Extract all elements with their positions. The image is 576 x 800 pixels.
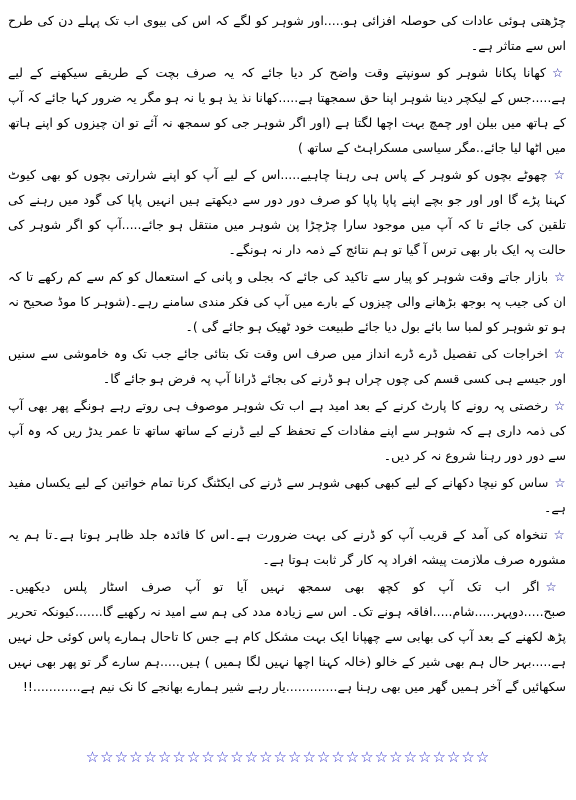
paragraph (8, 264, 566, 339)
paragraph (8, 162, 566, 262)
paragraph (8, 60, 566, 160)
star-bullet-icon: ☆ (554, 269, 567, 284)
paragraph-text: بازار جاتے وقت شوہر کو پیار سے تاکید کی جائے کہ بجلی و پانی کے استعمال کو کم سے کم رکھے تا کہ ان کی جیب پہ بوجھ بڑھانے والی چیزوں کے بارے میں آپ کی فکر مندی سامنے رہے۔(شوہر کا موڈ صحیح نہ ہو تو شوہر کو لمبا سا بائے بول دیا جائے طبیعت خود ٹھیک ہو جائے گی )۔ (8, 269, 566, 334)
paragraph-text: ساس کو نیچا دکھانے کے لیے کبھی کبھی شوہر سے ڈرنے کی ایکٹنگ کرنا تمام خواتین کے لیے یکساں مفید ہے۔ (8, 475, 566, 515)
article-body (8, 8, 566, 699)
paragraph-text: رخصتی پہ رونے کا پارٹ کرنے کے بعد امید ہے اب تک شوہر موصوف ہی روتے رہے ہونگے پھر بھی آپ کی ذمہ داری ہے کہ شوہر سے اپنے مفادات کے تحفظ کے لیے ڈرنے کے ساتھ ساتھ تا عمر یدڑ ریں کہ وہ آپ سے دور دور رہنا شروع نہ کر دیں۔ (8, 398, 566, 463)
paragraph-text: چڑھتی ہوئی عادات کی حوصلہ افزائی ہو.....اور شوہر کو لگے کہ اس کی بیوی اب تک پہلے دن کی طرح اس سے متاثر ہے۔ (8, 13, 566, 53)
paragraph-text: اگر اب تک آپ کو کچھ بھی سمجھ نہیں آیا تو آپ صرف اسٹار پلس دیکھیں۔صبح.....دوپہر.....شام.....افاقہ ہونے تک۔ اس سے زیادہ مدد کی ہم سے امید نہ رکھیے گا.......کیونکہ تحریر پڑھ لکھنے کے بعد آپ کی بھابی سے چھپانا ایک بہت مشکل کام ہے جس کا تاحال ہمارے پاس کوئی حل نہیں ہے.....بہر حال ہم بھی شیر کے خالو (خالہ کہنا اچھا نہیں لگا ہمیں ) ہیں.....ہم سارے گر تو پھر بھی نہیں سکھائیں گے آخر ہمیں گھر میں بھی رہنا ہے.............یار رہے شیر ہمارے بھانجے کا نک نیم ہے............!! (8, 579, 566, 694)
star-bullet-icon: ☆ (553, 527, 566, 542)
paragraph (8, 341, 566, 391)
star-bullet-icon: ☆ (553, 346, 566, 361)
footer-star-divider: ☆☆☆☆☆☆☆☆☆☆☆☆☆☆☆☆☆☆☆☆☆☆☆☆☆☆☆☆ (85, 748, 491, 766)
paragraph-text: تنخواہ کی آمد کے قریب آپ کو ڈرنے کی بہت ضرورت ہے۔اس کا فائدہ جلد ظاہر ہوتا ہے۔تا ہم یہ مشورہ صرف ملازمت پیشہ افراد پہ کار گر ثابت ہوتا ہے۔ (8, 527, 566, 567)
star-bullet-icon: ☆ (553, 167, 566, 182)
star-bullet-icon: ☆ (545, 579, 566, 594)
paragraph-text: کھانا پکانا شوہر کو سونپتے وقت واضح کر دیا جائے کہ یہ صرف بچت کے طریقے سیکھنے کے لیے ہے.....جس کے لیکچر دینا شوہر اپنا حق سمجھتا ہے.....کھانا نذ یذ ہو یا نہ ہو مگر یہ ضرور کہا جائے کہ آپ کے ہاتھ میں بیلن اور چمچ بہت اچھا لگتا ہے (اور اگر شوہر جی کو سمجھ نہ آئے تو ان چیزوں کو اپنے ہاتھ میں اٹھا لیا جائے..مگر سیاسی مسکراہٹ کے ساتھ ) (8, 65, 566, 155)
paragraph (8, 522, 566, 572)
paragraph (8, 574, 566, 699)
paragraph (8, 393, 566, 468)
paragraph (8, 470, 566, 520)
paragraph-text: اخراجات کی تفصیل ڈرے ڈرے انداز میں صرف اس وقت تک بتائی جائے جب تک وہ خاموشی سے سنیں اور جیسے ہی کسی قسم کی چوں چراں ہو ڈرنے کی بجائے ڈرانا آپ پہ فرض ہو جائے گا۔ (8, 346, 566, 386)
paragraph (8, 8, 566, 58)
star-bullet-icon: ☆ (551, 65, 566, 80)
star-bullet-icon: ☆ (553, 398, 566, 413)
star-bullet-icon: ☆ (554, 475, 566, 490)
paragraph-text: چھوٹے بچوں کو شوہر کے پاس ہی رہنا چاہیے.....اس کے لیے آپ کو اپنے شرارتی بچوں کو بھی کیوٹ کہنا پڑے گا اور اور جو بچے اپنے پاپا پاپا کو صرف دور دور سے دیکھتے ہیں انہیں پاپا کی گود میں رہنے کی تلقین کی جائے تا کہ آپ میں موجود سارا چڑچڑا پن شوہر میں منتقل ہو جائے.....آپ کو اگر شوہر کی حالت پہ ایک بار بھی ترس آ گیا تو ہم نتائج کے ذمہ دار نہ ہونگے۔ (8, 167, 566, 257)
